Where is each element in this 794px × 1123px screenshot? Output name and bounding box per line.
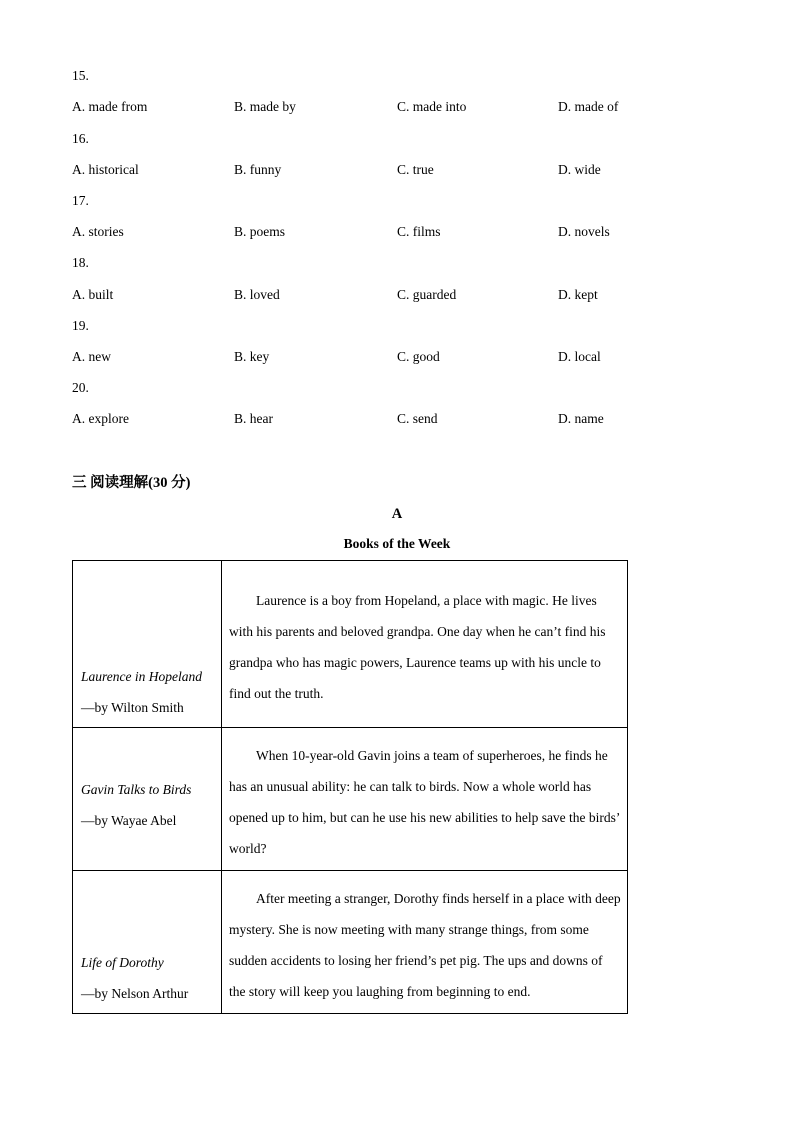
- book-title: Life of Dorothy: [81, 955, 164, 970]
- option-c: C. good: [397, 349, 440, 364]
- table-row: [73, 728, 628, 871]
- option-b: B. loved: [234, 287, 280, 302]
- book-info-cell: [73, 728, 222, 871]
- option-c: C. guarded: [397, 287, 457, 302]
- option-d: D. kept: [558, 287, 598, 302]
- book-title: Gavin Talks to Birds: [81, 782, 192, 797]
- book-info-cell: [73, 561, 222, 728]
- passage-letter: A: [391, 506, 403, 522]
- option-a: A. new: [72, 349, 111, 364]
- book-description-cell: [222, 561, 628, 728]
- option-a: A. explore: [72, 411, 129, 426]
- book-description: Laurence is a boy from Hopeland, a place with magic. He lives with his parents and beloved grandpa. One day when he can’t find his grandpa who has magic powers, Laurence teams up with his uncle to find out the truth.: [229, 593, 606, 701]
- table-row: [73, 871, 628, 1014]
- table-row: [73, 561, 628, 728]
- book-title: Laurence in Hopeland: [81, 669, 202, 684]
- option-b: B. poems: [234, 224, 286, 239]
- section-title: 三 阅读理解(30 分): [72, 475, 191, 491]
- question-number: 16.: [72, 131, 89, 146]
- book-description: After meeting a stranger, Dorothy finds herself in a place with deep mystery. She is now meeting with many strange things, from some sudden accidents to losing her friend’s pet pig. The ups and downs of the story will keep you laughing from beginning to end.: [229, 891, 621, 999]
- option-d: D. local: [558, 349, 601, 364]
- option-c: C. made into: [397, 99, 467, 114]
- book-author: —by Nelson Arthur: [81, 986, 189, 1001]
- option-a: A. made from: [72, 99, 148, 114]
- option-c: C. true: [397, 162, 434, 177]
- option-a: A. historical: [72, 162, 139, 177]
- table-title: Books of the Week: [343, 536, 451, 551]
- question-number: 15.: [72, 68, 89, 83]
- book-description: When 10-year-old Gavin joins a team of superheroes, he finds he has an unusual ability: he can talk to birds. Now a whole world has opened up to him, but can he use his new abilities to help save the birds’ world?: [229, 748, 620, 856]
- option-a: A. stories: [72, 224, 124, 239]
- option-d: D. wide: [558, 162, 601, 177]
- books-table: [72, 560, 628, 1014]
- question-number: 18.: [72, 255, 89, 270]
- book-description-cell: [222, 728, 628, 871]
- option-d: D. made of: [558, 99, 619, 114]
- option-c: C. send: [397, 411, 438, 426]
- book-info-cell: [73, 871, 222, 1014]
- option-a: A. built: [72, 287, 114, 302]
- book-author: —by Wilton Smith: [81, 700, 184, 715]
- option-b: B. key: [234, 349, 270, 364]
- book-description-cell: [222, 871, 628, 1014]
- question-number: 19.: [72, 318, 89, 333]
- option-d: D. name: [558, 411, 604, 426]
- option-c: C. films: [397, 224, 441, 239]
- option-d: D. novels: [558, 224, 610, 239]
- option-b: B. hear: [234, 411, 273, 426]
- option-b: B. made by: [234, 99, 296, 114]
- question-number: 17.: [72, 193, 89, 208]
- question-number: 20.: [72, 380, 89, 395]
- book-author: —by Wayae Abel: [81, 813, 177, 828]
- option-b: B. funny: [234, 162, 282, 177]
